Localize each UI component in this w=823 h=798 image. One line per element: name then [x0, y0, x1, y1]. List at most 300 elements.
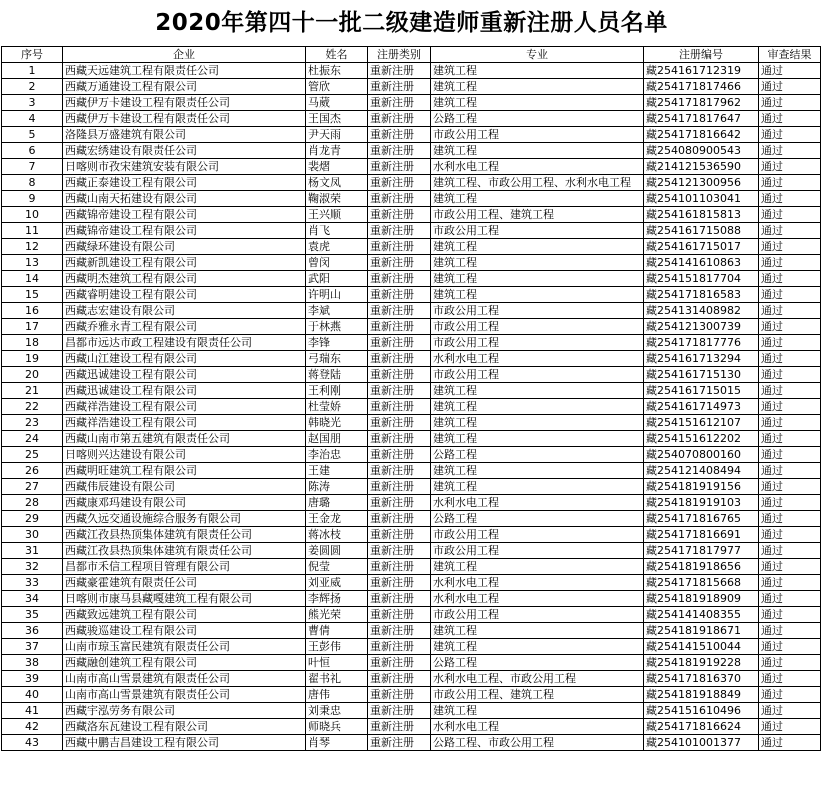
table-row [2, 127, 821, 143]
cell-result: 通过 [759, 111, 821, 127]
cell-reg-number: 藏254121300739 [644, 319, 759, 335]
cell-result: 通过 [759, 703, 821, 719]
table-row [2, 191, 821, 207]
cell-reg-type: 重新注册 [368, 559, 431, 575]
cell-result: 通过 [759, 271, 821, 287]
cell-result: 通过 [759, 79, 821, 95]
cell-reg-type: 重新注册 [368, 63, 431, 79]
cell-person-name: 杨文凤 [306, 175, 368, 191]
cell-reg-type: 重新注册 [368, 607, 431, 623]
cell-reg-number: 藏254101103041 [644, 191, 759, 207]
cell-result: 通过 [759, 639, 821, 655]
cell-major: 公路工程 [431, 511, 644, 527]
cell-reg-number: 藏254141510044 [644, 639, 759, 655]
cell-result: 通过 [759, 479, 821, 495]
cell-reg-number: 藏254171817466 [644, 79, 759, 95]
table-row [2, 495, 821, 511]
cell-company: 山南市琼玉富民建筑有限责任公司 [63, 639, 306, 655]
cell-person-name: 李辉扬 [306, 591, 368, 607]
cell-company: 西藏祥浩建设工程有限公司 [63, 399, 306, 415]
cell-result: 通过 [759, 543, 821, 559]
cell-major: 公路工程、市政公用工程 [431, 735, 644, 751]
cell-company: 西藏绿环建设有限公司 [63, 239, 306, 255]
cell-result: 通过 [759, 63, 821, 79]
cell-reg-number: 藏254121300956 [644, 175, 759, 191]
table-row [2, 303, 821, 319]
cell-reg-type: 重新注册 [368, 79, 431, 95]
cell-reg-number: 藏254171817647 [644, 111, 759, 127]
cell-company: 西藏山南市第五建筑有限责任公司 [63, 431, 306, 447]
cell-company: 日喀则兴达建设有限公司 [63, 447, 306, 463]
cell-result: 通过 [759, 175, 821, 191]
table-row [2, 159, 821, 175]
cell-reg-type: 重新注册 [368, 527, 431, 543]
cell-person-name: 韩晓光 [306, 415, 368, 431]
cell-reg-number: 藏254161715015 [644, 383, 759, 399]
cell-result: 通过 [759, 591, 821, 607]
cell-major: 市政公用工程 [431, 319, 644, 335]
cell-serial: 2 [2, 79, 63, 95]
cell-company: 西藏山江建设工程有限公司 [63, 351, 306, 367]
cell-person-name: 王建 [306, 463, 368, 479]
cell-company: 西藏万通建设工程有限公司 [63, 79, 306, 95]
cell-major: 建筑工程 [431, 639, 644, 655]
cell-serial: 10 [2, 207, 63, 223]
cell-reg-type: 重新注册 [368, 271, 431, 287]
cell-reg-number: 藏254171816370 [644, 671, 759, 687]
cell-serial: 31 [2, 543, 63, 559]
cell-serial: 7 [2, 159, 63, 175]
cell-person-name: 蒋登陆 [306, 367, 368, 383]
table-row [2, 735, 821, 751]
cell-reg-type: 重新注册 [368, 191, 431, 207]
cell-reg-number: 藏254121408494 [644, 463, 759, 479]
cell-reg-number: 藏254171816583 [644, 287, 759, 303]
cell-reg-type: 重新注册 [368, 367, 431, 383]
cell-result: 通过 [759, 527, 821, 543]
page-title: 2020年第四十一批二级建造师重新注册人员名单 [155, 10, 668, 36]
cell-reg-number: 藏254151612107 [644, 415, 759, 431]
cell-serial: 28 [2, 495, 63, 511]
cell-reg-number: 藏254161712319 [644, 63, 759, 79]
cell-person-name: 师晓兵 [306, 719, 368, 735]
cell-person-name: 管欣 [306, 79, 368, 95]
cell-reg-number: 藏254161715088 [644, 223, 759, 239]
table-row [2, 271, 821, 287]
cell-person-name: 王金龙 [306, 511, 368, 527]
cell-result: 通过 [759, 623, 821, 639]
cell-reg-type: 重新注册 [368, 463, 431, 479]
table-row [2, 255, 821, 271]
cell-major: 市政公用工程、建筑工程 [431, 207, 644, 223]
cell-reg-type: 重新注册 [368, 319, 431, 335]
cell-serial: 32 [2, 559, 63, 575]
cell-major: 建筑工程 [431, 63, 644, 79]
cell-serial: 16 [2, 303, 63, 319]
cell-major: 市政公用工程 [431, 127, 644, 143]
cell-company: 西藏锦帝建设工程有限公司 [63, 223, 306, 239]
cell-reg-number: 藏254161713294 [644, 351, 759, 367]
cell-result: 通过 [759, 415, 821, 431]
cell-company: 西藏融创建筑工程有限公司 [63, 655, 306, 671]
cell-serial: 11 [2, 223, 63, 239]
cell-reg-type: 重新注册 [368, 399, 431, 415]
cell-person-name: 倪莹 [306, 559, 368, 575]
cell-serial: 24 [2, 431, 63, 447]
cell-company: 日喀则市孜宋建筑安装有限公司 [63, 159, 306, 175]
table-row [2, 383, 821, 399]
cell-person-name: 肖飞 [306, 223, 368, 239]
cell-company: 西藏骏巡建设工程有限公司 [63, 623, 306, 639]
cell-result: 通过 [759, 335, 821, 351]
cell-reg-type: 重新注册 [368, 159, 431, 175]
cell-person-name: 姜圆圆 [306, 543, 368, 559]
table-row [2, 399, 821, 415]
cell-reg-number: 藏254171817977 [644, 543, 759, 559]
table-row [2, 623, 821, 639]
cell-major: 建筑工程 [431, 79, 644, 95]
table-row [2, 655, 821, 671]
cell-company: 西藏致远建筑工程有限公司 [63, 607, 306, 623]
cell-person-name: 杜振东 [306, 63, 368, 79]
cell-company: 西藏宇泓劳务有限公司 [63, 703, 306, 719]
cell-result: 通过 [759, 655, 821, 671]
cell-result: 通过 [759, 719, 821, 735]
table-row [2, 367, 821, 383]
cell-person-name: 李斌 [306, 303, 368, 319]
cell-reg-number: 藏254161714973 [644, 399, 759, 415]
cell-major: 建筑工程 [431, 479, 644, 495]
table-row [2, 239, 821, 255]
cell-person-name: 马葳 [306, 95, 368, 111]
table-row [2, 607, 821, 623]
cell-serial: 1 [2, 63, 63, 79]
cell-major: 市政公用工程 [431, 543, 644, 559]
cell-company: 西藏江孜县热顶集体建筑有限责任公司 [63, 527, 306, 543]
cell-reg-number: 藏254141610863 [644, 255, 759, 271]
cell-major: 建筑工程 [431, 399, 644, 415]
header-name: 姓名 [306, 47, 368, 63]
cell-reg-number: 藏254181918909 [644, 591, 759, 607]
cell-major: 建筑工程、市政公用工程、水利水电工程 [431, 175, 644, 191]
cell-serial: 23 [2, 415, 63, 431]
cell-result: 通过 [759, 319, 821, 335]
cell-result: 通过 [759, 559, 821, 575]
cell-major: 水利水电工程 [431, 351, 644, 367]
cell-serial: 38 [2, 655, 63, 671]
cell-person-name: 翟书礼 [306, 671, 368, 687]
cell-serial: 21 [2, 383, 63, 399]
header-major: 专业 [431, 47, 644, 63]
cell-result: 通过 [759, 687, 821, 703]
table-row [2, 207, 821, 223]
cell-reg-number: 藏254171817962 [644, 95, 759, 111]
cell-result: 通过 [759, 191, 821, 207]
cell-serial: 4 [2, 111, 63, 127]
cell-reg-number: 藏254171816765 [644, 511, 759, 527]
cell-serial: 37 [2, 639, 63, 655]
cell-reg-number: 藏254151817704 [644, 271, 759, 287]
cell-result: 通过 [759, 463, 821, 479]
cell-serial: 3 [2, 95, 63, 111]
cell-company: 西藏睿明建设工程有限公司 [63, 287, 306, 303]
cell-reg-type: 重新注册 [368, 303, 431, 319]
table-row [2, 527, 821, 543]
cell-person-name: 曾闵 [306, 255, 368, 271]
cell-major: 市政公用工程 [431, 335, 644, 351]
cell-major: 公路工程 [431, 111, 644, 127]
cell-reg-number: 藏254181919103 [644, 495, 759, 511]
cell-major: 建筑工程 [431, 703, 644, 719]
cell-serial: 18 [2, 335, 63, 351]
cell-result: 通过 [759, 367, 821, 383]
cell-major: 市政公用工程、建筑工程 [431, 687, 644, 703]
cell-reg-type: 重新注册 [368, 143, 431, 159]
cell-reg-type: 重新注册 [368, 687, 431, 703]
cell-company: 西藏伟辰建设有限公司 [63, 479, 306, 495]
cell-major: 市政公用工程 [431, 303, 644, 319]
cell-reg-type: 重新注册 [368, 335, 431, 351]
cell-person-name: 唐伟 [306, 687, 368, 703]
cell-serial: 29 [2, 511, 63, 527]
cell-serial: 41 [2, 703, 63, 719]
table-row [2, 591, 821, 607]
table-row [2, 111, 821, 127]
cell-person-name: 李锋 [306, 335, 368, 351]
cell-reg-type: 重新注册 [368, 639, 431, 655]
cell-serial: 43 [2, 735, 63, 751]
table-row [2, 351, 821, 367]
cell-major: 建筑工程 [431, 143, 644, 159]
cell-company: 洛隆县万盛建筑有限公司 [63, 127, 306, 143]
cell-reg-type: 重新注册 [368, 175, 431, 191]
cell-person-name: 于林燕 [306, 319, 368, 335]
cell-serial: 33 [2, 575, 63, 591]
cell-company: 昌都市远达市政工程建设有限责任公司 [63, 335, 306, 351]
cell-serial: 20 [2, 367, 63, 383]
table-row [2, 463, 821, 479]
cell-major: 建筑工程 [431, 431, 644, 447]
cell-major: 公路工程 [431, 447, 644, 463]
table-row [2, 447, 821, 463]
header-reg-type: 注册类别 [368, 47, 431, 63]
cell-serial: 17 [2, 319, 63, 335]
cell-serial: 5 [2, 127, 63, 143]
cell-reg-number: 藏254181919156 [644, 479, 759, 495]
cell-serial: 35 [2, 607, 63, 623]
table-row [2, 719, 821, 735]
cell-reg-number: 藏214121536590 [644, 159, 759, 175]
cell-reg-type: 重新注册 [368, 223, 431, 239]
cell-reg-type: 重新注册 [368, 511, 431, 527]
cell-serial: 8 [2, 175, 63, 191]
cell-serial: 26 [2, 463, 63, 479]
table-row [2, 335, 821, 351]
table-body [2, 63, 821, 751]
cell-serial: 30 [2, 527, 63, 543]
cell-result: 通过 [759, 303, 821, 319]
table-row [2, 511, 821, 527]
cell-major: 建筑工程 [431, 383, 644, 399]
cell-person-name: 许明山 [306, 287, 368, 303]
cell-person-name: 王彭伟 [306, 639, 368, 655]
cell-result: 通过 [759, 239, 821, 255]
table-row [2, 95, 821, 111]
cell-reg-type: 重新注册 [368, 495, 431, 511]
cell-person-name: 王兴顺 [306, 207, 368, 223]
cell-company: 山南市高山雪景建筑有限责任公司 [63, 687, 306, 703]
cell-reg-number: 藏254171816691 [644, 527, 759, 543]
table-row [2, 703, 821, 719]
cell-reg-number: 藏254131408982 [644, 303, 759, 319]
cell-reg-type: 重新注册 [368, 479, 431, 495]
cell-reg-number: 藏254171816624 [644, 719, 759, 735]
cell-reg-type: 重新注册 [368, 719, 431, 735]
cell-person-name: 弓瑞东 [306, 351, 368, 367]
cell-person-name: 鞠淑荣 [306, 191, 368, 207]
cell-reg-type: 重新注册 [368, 703, 431, 719]
cell-serial: 42 [2, 719, 63, 735]
cell-major: 市政公用工程 [431, 527, 644, 543]
cell-reg-type: 重新注册 [368, 255, 431, 271]
cell-reg-number: 藏254181918671 [644, 623, 759, 639]
cell-reg-number: 藏254181918656 [644, 559, 759, 575]
cell-result: 通过 [759, 431, 821, 447]
cell-result: 通过 [759, 495, 821, 511]
cell-reg-type: 重新注册 [368, 383, 431, 399]
cell-reg-type: 重新注册 [368, 575, 431, 591]
table-row [2, 63, 821, 79]
cell-person-name: 蒋冰枝 [306, 527, 368, 543]
table-row [2, 639, 821, 655]
cell-person-name: 武阳 [306, 271, 368, 287]
cell-result: 通过 [759, 671, 821, 687]
cell-reg-number: 藏254171815668 [644, 575, 759, 591]
cell-person-name: 刘亚威 [306, 575, 368, 591]
cell-reg-type: 重新注册 [368, 111, 431, 127]
cell-major: 建筑工程 [431, 623, 644, 639]
cell-serial: 14 [2, 271, 63, 287]
table-row [2, 479, 821, 495]
cell-major: 水利水电工程 [431, 719, 644, 735]
cell-company: 山南市高山雪景建筑有限责任公司 [63, 671, 306, 687]
cell-company: 西藏志宏建设有限公司 [63, 303, 306, 319]
cell-reg-type: 重新注册 [368, 447, 431, 463]
cell-person-name: 王国杰 [306, 111, 368, 127]
cell-major: 市政公用工程 [431, 223, 644, 239]
cell-reg-number: 藏254151610496 [644, 703, 759, 719]
cell-result: 通过 [759, 95, 821, 111]
table-row [2, 223, 821, 239]
header-serial: 序号 [2, 47, 63, 63]
cell-major: 建筑工程 [431, 95, 644, 111]
cell-serial: 25 [2, 447, 63, 463]
cell-company: 昌都市禾信工程项目管理有限公司 [63, 559, 306, 575]
table-row [2, 671, 821, 687]
cell-company: 西藏迅诚建设工程有限公司 [63, 367, 306, 383]
cell-reg-type: 重新注册 [368, 95, 431, 111]
cell-result: 通过 [759, 223, 821, 239]
cell-serial: 13 [2, 255, 63, 271]
cell-serial: 27 [2, 479, 63, 495]
cell-major: 建筑工程 [431, 191, 644, 207]
cell-serial: 39 [2, 671, 63, 687]
cell-serial: 40 [2, 687, 63, 703]
cell-reg-number: 藏254181918849 [644, 687, 759, 703]
cell-company: 西藏天远建筑工程有限责任公司 [63, 63, 306, 79]
cell-reg-number: 藏254070800160 [644, 447, 759, 463]
cell-major: 建筑工程 [431, 239, 644, 255]
cell-reg-type: 重新注册 [368, 239, 431, 255]
cell-serial: 9 [2, 191, 63, 207]
cell-major: 水利水电工程 [431, 575, 644, 591]
cell-result: 通过 [759, 159, 821, 175]
cell-company: 西藏山南天拓建设有限公司 [63, 191, 306, 207]
cell-reg-type: 重新注册 [368, 287, 431, 303]
cell-company: 西藏明旺建筑工程有限公司 [63, 463, 306, 479]
cell-reg-type: 重新注册 [368, 207, 431, 223]
cell-person-name: 叶恒 [306, 655, 368, 671]
cell-person-name: 李治忠 [306, 447, 368, 463]
cell-person-name: 肖琴 [306, 735, 368, 751]
cell-person-name: 尹天雨 [306, 127, 368, 143]
cell-major: 市政公用工程 [431, 367, 644, 383]
cell-reg-number: 藏254141408355 [644, 607, 759, 623]
cell-company: 西藏明杰建筑工程有限公司 [63, 271, 306, 287]
cell-company: 西藏中鹏吉昌建设工程有限公司 [63, 735, 306, 751]
cell-major: 建筑工程 [431, 463, 644, 479]
cell-company: 西藏新凯建设工程有限公司 [63, 255, 306, 271]
cell-person-name: 肖龙青 [306, 143, 368, 159]
table-row [2, 559, 821, 575]
table-row [2, 687, 821, 703]
cell-company: 西藏豪霍建筑有限责任公司 [63, 575, 306, 591]
cell-serial: 15 [2, 287, 63, 303]
cell-reg-number: 藏254151612202 [644, 431, 759, 447]
table-row [2, 143, 821, 159]
cell-company: 西藏久远交通设施综合服务有限公司 [63, 511, 306, 527]
cell-major: 公路工程 [431, 655, 644, 671]
cell-major: 建筑工程 [431, 255, 644, 271]
cell-result: 通过 [759, 143, 821, 159]
cell-reg-number: 藏254171816642 [644, 127, 759, 143]
registration-table [1, 46, 821, 751]
cell-company: 西藏洛东瓦建设工程有限公司 [63, 719, 306, 735]
table-row [2, 415, 821, 431]
header-result: 审查结果 [759, 47, 821, 63]
table-row [2, 79, 821, 95]
cell-major: 水利水电工程、市政公用工程 [431, 671, 644, 687]
table-row [2, 287, 821, 303]
cell-company: 西藏宏绣建设有限责任公司 [63, 143, 306, 159]
cell-reg-number: 藏254161715017 [644, 239, 759, 255]
cell-person-name: 曹倩 [306, 623, 368, 639]
cell-person-name: 杜莹娇 [306, 399, 368, 415]
cell-major: 水利水电工程 [431, 495, 644, 511]
cell-company: 西藏伊万卡建设工程有限责任公司 [63, 95, 306, 111]
cell-company: 西藏锦帝建设工程有限公司 [63, 207, 306, 223]
cell-reg-number: 藏254171817776 [644, 335, 759, 351]
cell-reg-type: 重新注册 [368, 351, 431, 367]
cell-result: 通过 [759, 127, 821, 143]
cell-major: 水利水电工程 [431, 159, 644, 175]
table-row [2, 175, 821, 191]
cell-result: 通过 [759, 607, 821, 623]
cell-major: 建筑工程 [431, 559, 644, 575]
cell-company: 西藏迅诚建设工程有限公司 [63, 383, 306, 399]
cell-result: 通过 [759, 399, 821, 415]
cell-person-name: 刘秉忠 [306, 703, 368, 719]
